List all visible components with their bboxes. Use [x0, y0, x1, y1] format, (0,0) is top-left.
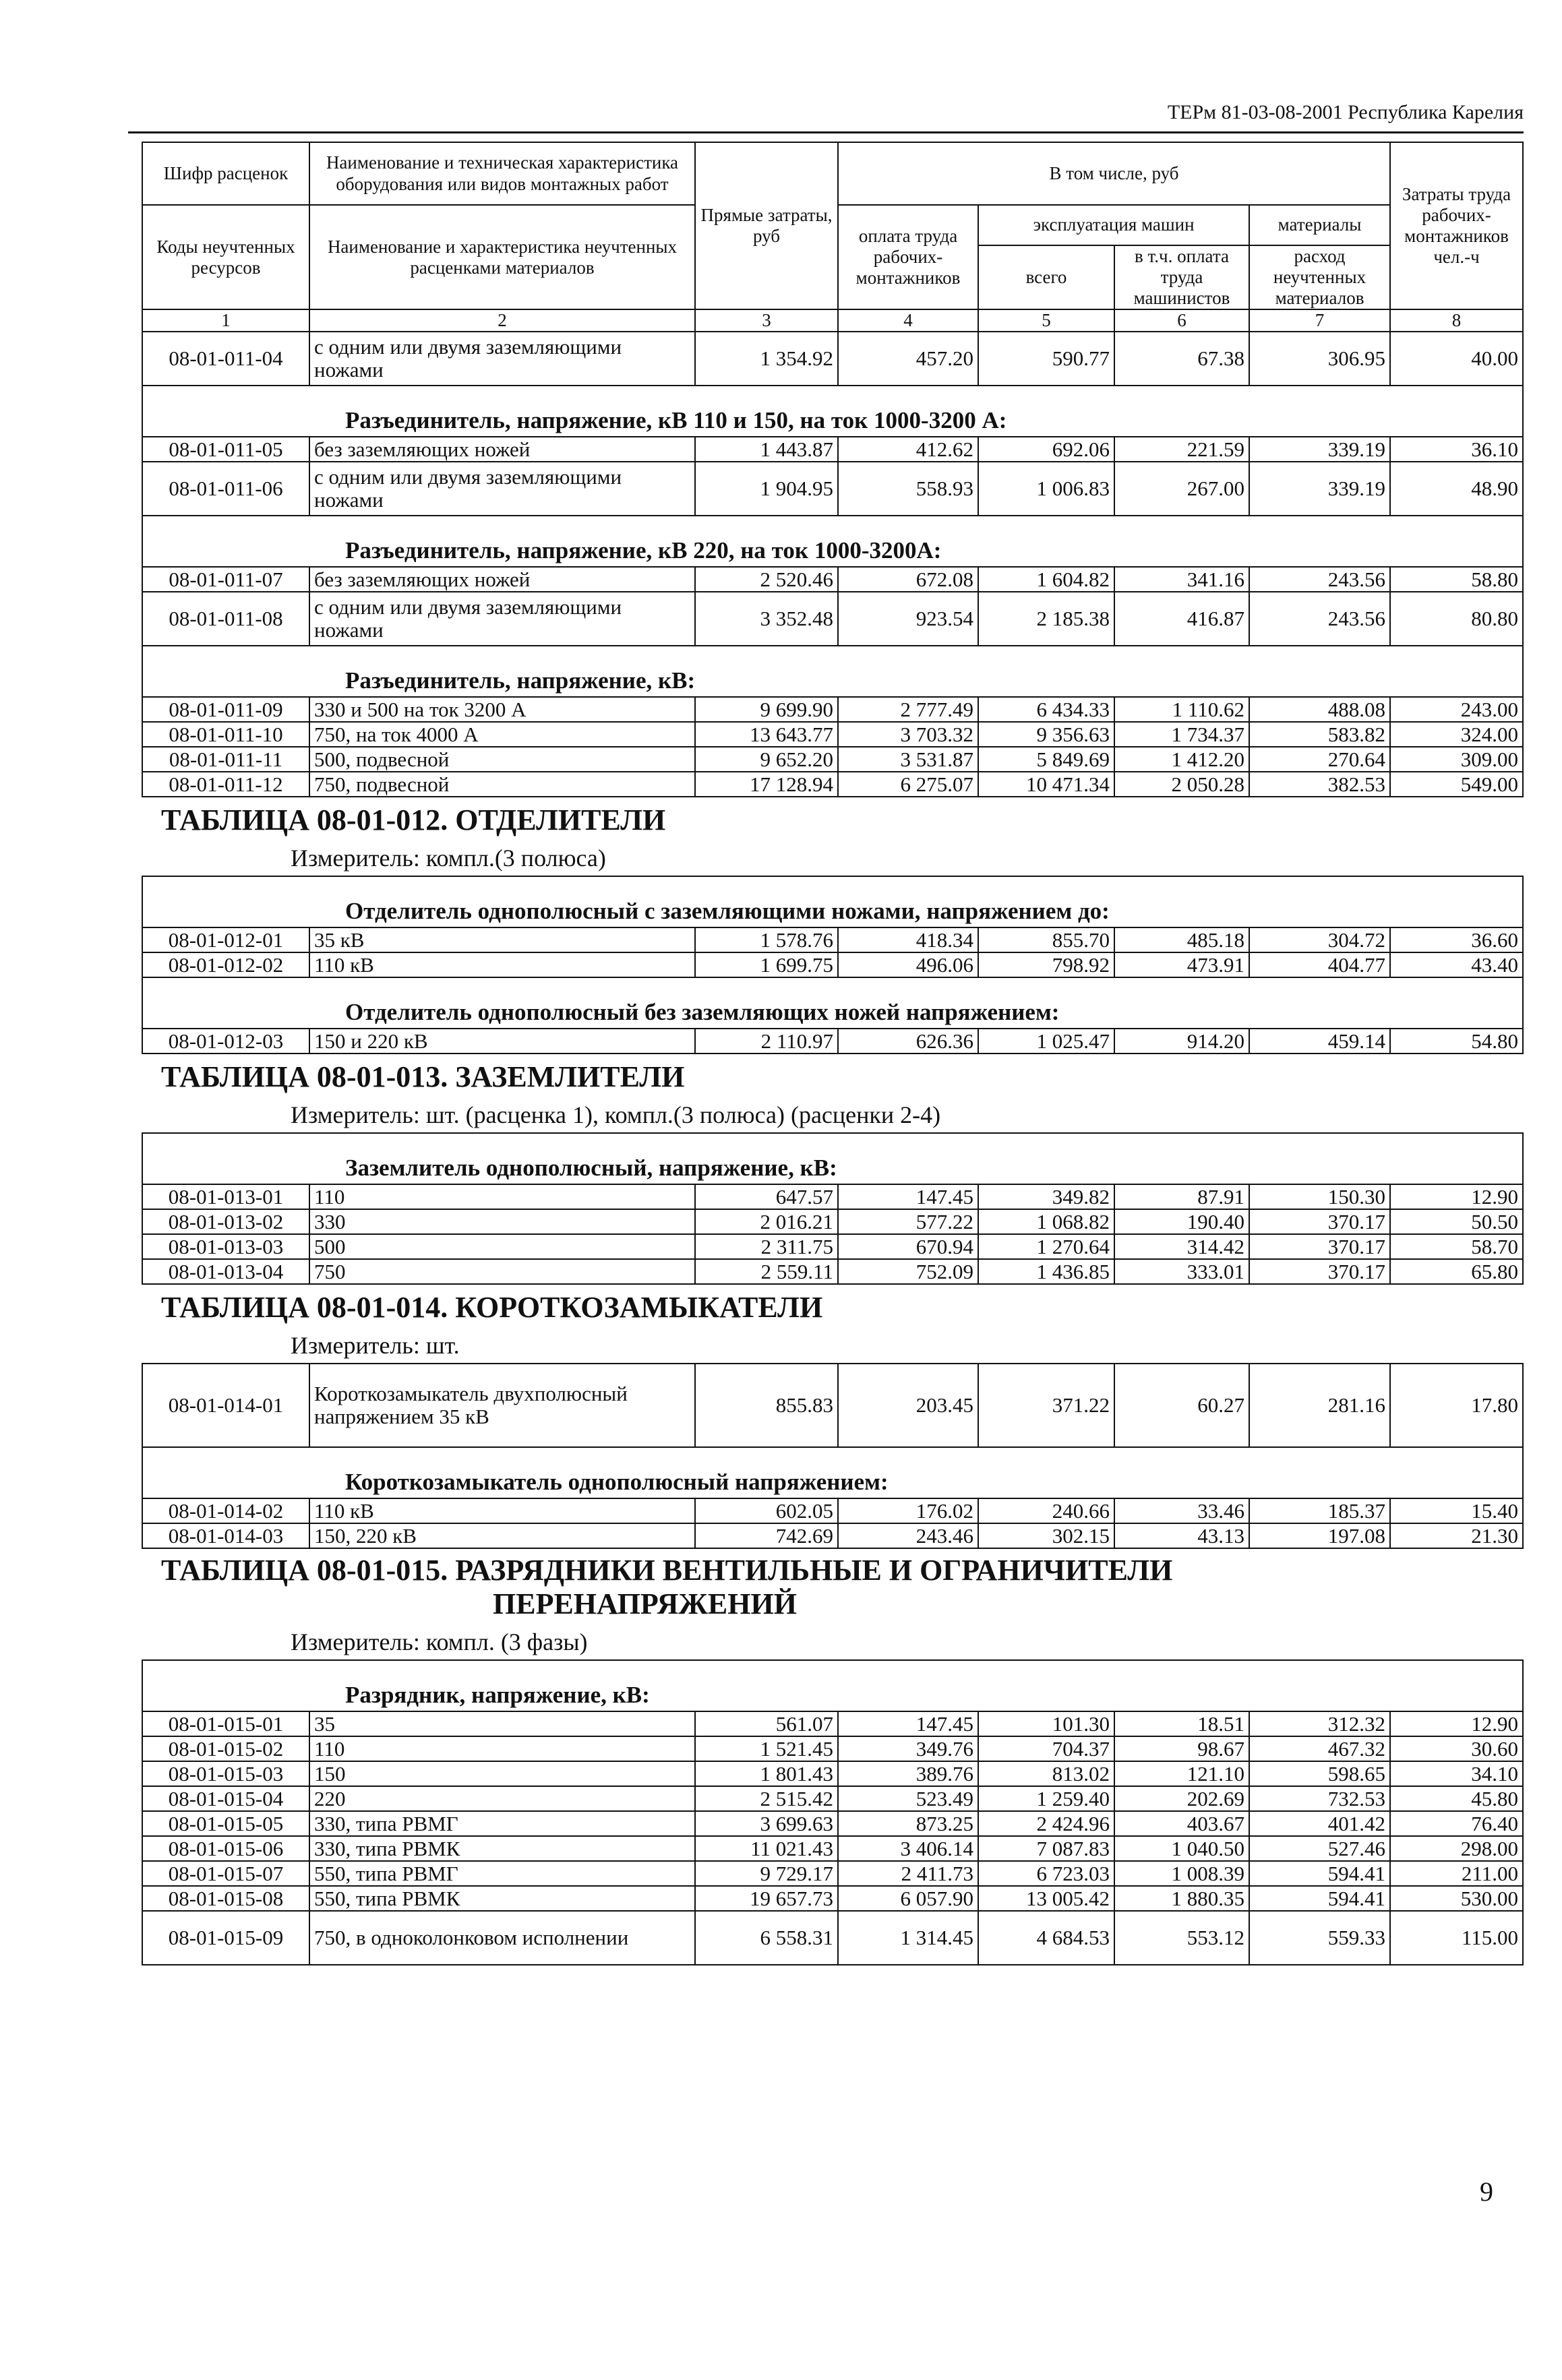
value-cell: 202.69 [1114, 1786, 1249, 1811]
measure-unit: Измеритель: компл.(3 полюса) [142, 836, 1523, 876]
header-kody: Коды неучтенных ресурсов [142, 205, 309, 309]
table-row [142, 1184, 1523, 1209]
table-title: ТАБЛИЦА 08-01-014. КОРОТКОЗАМЫКАТЕЛИ [161, 1290, 823, 1324]
value-cell: 176.02 [838, 1498, 978, 1523]
value-cell: 1 734.37 [1114, 722, 1249, 747]
value-cell: 3 703.32 [838, 722, 978, 747]
table-row [142, 1861, 1523, 1886]
value-cell: 1 110.62 [1114, 697, 1249, 722]
value-cell: 2 559.11 [695, 1259, 838, 1284]
work-description: 500 [309, 1234, 695, 1259]
value-cell: 211.00 [1390, 1861, 1523, 1886]
work-description: без заземляющих ножей [309, 567, 695, 592]
value-cell: 243.00 [1390, 697, 1523, 722]
value-cell: 1 006.83 [978, 462, 1114, 516]
rate-code: 08-01-011-09 [142, 697, 309, 722]
value-cell: 583.82 [1249, 722, 1390, 747]
table-row [142, 332, 1523, 386]
value-cell: 1 699.75 [695, 952, 838, 977]
value-cell: 9 652.20 [695, 747, 838, 772]
rate-code: 08-01-015-07 [142, 1861, 309, 1886]
value-cell: 3 352.48 [695, 592, 838, 646]
value-cell: 314.42 [1114, 1234, 1249, 1259]
value-cell: 561.07 [695, 1711, 838, 1736]
value-cell: 416.87 [1114, 592, 1249, 646]
value-cell: 312.32 [1249, 1711, 1390, 1736]
rate-code: 08-01-015-08 [142, 1886, 309, 1911]
value-cell: 1 880.35 [1114, 1886, 1249, 1911]
value-cell: 9 699.90 [695, 697, 838, 722]
work-description: 330, типа РВМГ [309, 1811, 695, 1836]
table-row [142, 1836, 1523, 1861]
value-cell: 401.42 [1249, 1811, 1390, 1836]
rate-code: 08-01-011-06 [142, 462, 309, 516]
value-cell: 752.09 [838, 1259, 978, 1284]
value-cell: 549.00 [1390, 772, 1523, 797]
value-cell: 60.27 [1114, 1364, 1249, 1447]
work-description: 750, в одноколонковом исполнении [309, 1911, 695, 1965]
work-description: 110 кВ [309, 1498, 695, 1523]
value-cell: 6 723.03 [978, 1861, 1114, 1886]
table-title: ТАБЛИЦА 08-01-013. ЗАЗЕМЛИТЕЛИ [161, 1060, 685, 1093]
rate-code: 08-01-011-10 [142, 722, 309, 747]
section-heading: Разъединитель, напряжение, кВ 220, на ток 1000-3200А: [142, 516, 1523, 567]
value-cell: 6 434.33 [978, 697, 1114, 722]
value-cell: 185.37 [1249, 1498, 1390, 1523]
rate-code: 08-01-014-01 [142, 1364, 309, 1447]
rate-code: 08-01-014-03 [142, 1523, 309, 1548]
value-cell: 2 424.96 [978, 1811, 1114, 1836]
rate-code: 08-01-012-02 [142, 952, 309, 977]
value-cell: 19 657.73 [695, 1886, 838, 1911]
rate-code: 08-01-015-04 [142, 1786, 309, 1811]
value-cell: 370.17 [1249, 1234, 1390, 1259]
work-description: 550, типа РВМК [309, 1886, 695, 1911]
rate-code: 08-01-011-05 [142, 437, 309, 462]
value-cell: 1 436.85 [978, 1259, 1114, 1284]
value-cell: 30.60 [1390, 1736, 1523, 1761]
rate-code: 08-01-014-02 [142, 1498, 309, 1523]
value-cell: 5 849.69 [978, 747, 1114, 772]
value-cell: 1 008.39 [1114, 1861, 1249, 1886]
work-description: с одним или двумя заземляющими ножами [309, 592, 695, 646]
value-cell: 389.76 [838, 1761, 978, 1786]
measure-unit: Измеритель: шт. (расценка 1), компл.(3 полюса) (расценки 2-4) [142, 1093, 1523, 1133]
value-cell: 418.34 [838, 927, 978, 952]
value-cell: 473.91 [1114, 952, 1249, 977]
work-description: 330, типа РВМК [309, 1836, 695, 1861]
value-cell: 341.16 [1114, 567, 1249, 592]
value-cell: 1 578.76 [695, 927, 838, 952]
value-cell: 324.00 [1390, 722, 1523, 747]
value-cell: 403.67 [1114, 1811, 1249, 1836]
measure-unit: Измеритель: компл. (3 фазы) [142, 1620, 1523, 1660]
value-cell: 496.06 [838, 952, 978, 977]
value-cell: 1 412.20 [1114, 747, 1249, 772]
work-description: 500, подвесной [309, 747, 695, 772]
column-number: 4 [838, 309, 978, 332]
value-cell: 115.00 [1390, 1911, 1523, 1965]
header-vt-oplata: в т.ч. оплата труда машинистов [1114, 245, 1249, 309]
value-cell: 485.18 [1114, 927, 1249, 952]
value-cell: 6 057.90 [838, 1886, 978, 1911]
value-cell: 43.40 [1390, 952, 1523, 977]
value-cell: 404.77 [1249, 952, 1390, 977]
section-heading: Короткозамыкатель однополюсный напряжением: [142, 1447, 1523, 1498]
value-cell: 1 025.47 [978, 1029, 1114, 1054]
work-description: 220 [309, 1786, 695, 1811]
value-cell: 6 558.31 [695, 1911, 838, 1965]
value-cell: 598.65 [1249, 1761, 1390, 1786]
table-row [142, 1811, 1523, 1836]
work-description: 150, 220 кВ [309, 1523, 695, 1548]
rate-code: 08-01-015-02 [142, 1736, 309, 1761]
table-row [142, 1498, 1523, 1523]
value-cell: 150.30 [1249, 1184, 1390, 1209]
section-heading: Разъединитель, напряжение, кВ 110 и 150, на ток 1000-3200 А: [142, 386, 1523, 437]
value-cell: 523.49 [838, 1786, 978, 1811]
value-cell: 467.32 [1249, 1736, 1390, 1761]
section-heading: Разрядник, напряжение, кВ: [142, 1660, 1523, 1711]
value-cell: 553.12 [1114, 1911, 1249, 1965]
header-pryamye: Прямые затраты, руб [695, 142, 838, 309]
value-cell: 1 443.87 [695, 437, 838, 462]
table-title-continued: ПЕРЕНАПРЯЖЕНИЙ [493, 1587, 797, 1620]
header-ekspl: эксплуатация машин [978, 205, 1249, 245]
work-description: 750, подвесной [309, 772, 695, 797]
value-cell: 349.76 [838, 1736, 978, 1761]
value-cell: 349.82 [978, 1184, 1114, 1209]
rate-code: 08-01-012-01 [142, 927, 309, 952]
value-cell: 7 087.83 [978, 1836, 1114, 1861]
value-cell: 147.45 [838, 1184, 978, 1209]
table-row [142, 1209, 1523, 1234]
header-zatraty: Затраты труда рабочих-монтажников чел.-ч [1390, 142, 1523, 309]
value-cell: 98.67 [1114, 1736, 1249, 1761]
value-cell: 40.00 [1390, 332, 1523, 386]
value-cell: 1 259.40 [978, 1786, 1114, 1811]
value-cell: 9 729.17 [695, 1861, 838, 1886]
value-cell: 17.80 [1390, 1364, 1523, 1447]
value-cell: 459.14 [1249, 1029, 1390, 1054]
value-cell: 855.70 [978, 927, 1114, 952]
value-cell: 36.60 [1390, 927, 1523, 952]
table-row [142, 1886, 1523, 1911]
work-description: 110 [309, 1736, 695, 1761]
value-cell: 2 110.97 [695, 1029, 838, 1054]
column-number: 1 [142, 309, 309, 332]
table-row [142, 1234, 1523, 1259]
value-cell: 43.13 [1114, 1523, 1249, 1548]
section-heading: Отделитель однополюсный с заземляющими ножами, напряжением до: [142, 876, 1523, 927]
rate-code: 08-01-015-09 [142, 1911, 309, 1965]
value-cell: 1 521.45 [695, 1736, 838, 1761]
value-cell: 9 356.63 [978, 722, 1114, 747]
value-cell: 65.80 [1390, 1259, 1523, 1284]
value-cell: 34.10 [1390, 1761, 1523, 1786]
value-cell: 281.16 [1249, 1364, 1390, 1447]
value-cell: 54.80 [1390, 1029, 1523, 1054]
value-cell: 306.95 [1249, 332, 1390, 386]
value-cell: 87.91 [1114, 1184, 1249, 1209]
value-cell: 704.37 [978, 1736, 1114, 1761]
price-table [142, 142, 1524, 1965]
value-cell: 333.01 [1114, 1259, 1249, 1284]
work-description: 330 и 500 на ток 3200 А [309, 697, 695, 722]
rate-code: 08-01-011-04 [142, 332, 309, 386]
value-cell: 530.00 [1390, 1886, 1523, 1911]
value-cell: 594.41 [1249, 1886, 1390, 1911]
value-cell: 147.45 [838, 1711, 978, 1736]
table-row [142, 722, 1523, 747]
value-cell: 58.70 [1390, 1234, 1523, 1259]
value-cell: 692.06 [978, 437, 1114, 462]
table-row [142, 747, 1523, 772]
column-number: 8 [1390, 309, 1523, 332]
table-row [142, 1736, 1523, 1761]
value-cell: 3 531.87 [838, 747, 978, 772]
work-description: 750, на ток 4000 А [309, 722, 695, 747]
column-number: 7 [1249, 309, 1390, 332]
value-cell: 488.08 [1249, 697, 1390, 722]
column-number: 5 [978, 309, 1114, 332]
value-cell: 1 068.82 [978, 1209, 1114, 1234]
value-cell: 670.94 [838, 1234, 978, 1259]
value-cell: 371.22 [978, 1364, 1114, 1447]
table-row [142, 952, 1523, 977]
rate-code: 08-01-013-01 [142, 1184, 309, 1209]
header-naim: Наименование и техническая характеристика оборудования или видов монтажных работ [309, 142, 695, 205]
table-row [142, 772, 1523, 797]
work-description: без заземляющих ножей [309, 437, 695, 462]
value-cell: 203.45 [838, 1364, 978, 1447]
value-cell: 1 270.64 [978, 1234, 1114, 1259]
table-row [142, 1029, 1523, 1054]
value-cell: 457.20 [838, 332, 978, 386]
header-naim2: Наименование и характеристика неучтенных расценками материалов [309, 205, 695, 309]
rate-code: 08-01-011-11 [142, 747, 309, 772]
work-description: 150 и 220 кВ [309, 1029, 695, 1054]
rate-code: 08-01-015-06 [142, 1836, 309, 1861]
value-cell: 626.36 [838, 1029, 978, 1054]
value-cell: 370.17 [1249, 1209, 1390, 1234]
rate-code: 08-01-013-04 [142, 1259, 309, 1284]
table-row [142, 1761, 1523, 1786]
column-number: 3 [695, 309, 838, 332]
value-cell: 270.64 [1249, 747, 1390, 772]
value-cell: 577.22 [838, 1209, 978, 1234]
value-cell: 2 311.75 [695, 1234, 838, 1259]
table-title: ТАБЛИЦА 08-01-012. ОТДЕЛИТЕЛИ [161, 803, 666, 836]
table-row [142, 1364, 1523, 1447]
rate-code: 08-01-011-08 [142, 592, 309, 646]
work-description: 35 [309, 1711, 695, 1736]
value-cell: 12.90 [1390, 1184, 1523, 1209]
section-heading: Заземлитель однополюсный, напряжение, кВ: [142, 1133, 1523, 1184]
value-cell: 2 050.28 [1114, 772, 1249, 797]
page-number: 9 [1480, 2176, 1493, 2207]
table-row [142, 462, 1523, 516]
table-row [142, 1259, 1523, 1284]
value-cell: 240.66 [978, 1498, 1114, 1523]
value-cell: 590.77 [978, 332, 1114, 386]
work-description: 110 [309, 1184, 695, 1209]
work-description: Короткозамыкатель двухполюсный напряжением 35 кВ [309, 1364, 695, 1447]
table-row [142, 1711, 1523, 1736]
value-cell: 602.05 [695, 1498, 838, 1523]
value-cell: 558.93 [838, 462, 978, 516]
value-cell: 672.08 [838, 567, 978, 592]
value-cell: 17 128.94 [695, 772, 838, 797]
value-cell: 813.02 [978, 1761, 1114, 1786]
value-cell: 6 275.07 [838, 772, 978, 797]
header-vsego: всего [978, 245, 1114, 309]
table-row [142, 927, 1523, 952]
value-cell: 67.38 [1114, 332, 1249, 386]
work-description: 550, типа РВМГ [309, 1861, 695, 1886]
value-cell: 50.50 [1390, 1209, 1523, 1234]
rate-code: 08-01-012-03 [142, 1029, 309, 1054]
rate-code: 08-01-015-05 [142, 1811, 309, 1836]
value-cell: 298.00 [1390, 1836, 1523, 1861]
value-cell: 412.62 [838, 437, 978, 462]
table-header [142, 142, 1523, 332]
rate-code: 08-01-013-03 [142, 1234, 309, 1259]
value-cell: 197.08 [1249, 1523, 1390, 1548]
value-cell: 1 604.82 [978, 567, 1114, 592]
document-reference: ТЕРм 81-03-08-2001 Республика Карелия [1167, 101, 1524, 123]
value-cell: 1 354.92 [695, 332, 838, 386]
rate-code: 08-01-015-01 [142, 1711, 309, 1736]
header-rashod: расход неучтенных материалов [1249, 245, 1390, 309]
value-cell: 18.51 [1114, 1711, 1249, 1736]
value-cell: 559.33 [1249, 1911, 1390, 1965]
table-row [142, 1786, 1523, 1811]
value-cell: 923.54 [838, 592, 978, 646]
table-row [142, 592, 1523, 646]
value-cell: 190.40 [1114, 1209, 1249, 1234]
table-row [142, 437, 1523, 462]
work-description: с одним или двумя заземляющими ножами [309, 462, 695, 516]
value-cell: 243.56 [1249, 592, 1390, 646]
value-cell: 304.72 [1249, 927, 1390, 952]
value-cell: 121.10 [1114, 1761, 1249, 1786]
rate-code: 08-01-015-03 [142, 1761, 309, 1786]
value-cell: 914.20 [1114, 1029, 1249, 1054]
value-cell: 2 520.46 [695, 567, 838, 592]
value-cell: 370.17 [1249, 1259, 1390, 1284]
rate-code: 08-01-013-02 [142, 1209, 309, 1234]
value-cell: 527.46 [1249, 1836, 1390, 1861]
value-cell: 855.83 [695, 1364, 838, 1447]
value-cell: 4 684.53 [978, 1911, 1114, 1965]
value-cell: 309.00 [1390, 747, 1523, 772]
column-number: 2 [309, 309, 695, 332]
value-cell: 2 515.42 [695, 1786, 838, 1811]
value-cell: 15.40 [1390, 1498, 1523, 1523]
section-heading: Отделитель однополюсный без заземляющих ножей напряжением: [142, 977, 1523, 1029]
work-description: 35 кВ [309, 927, 695, 952]
value-cell: 798.92 [978, 952, 1114, 977]
value-cell: 2 185.38 [978, 592, 1114, 646]
value-cell: 80.80 [1390, 592, 1523, 646]
value-cell: 11 021.43 [695, 1836, 838, 1861]
value-cell: 3 699.63 [695, 1811, 838, 1836]
table-title: ТАБЛИЦА 08-01-015. РАЗРЯДНИКИ ВЕНТИЛЬНЫЕ И ОГРАНИЧИТЕЛИ [161, 1553, 1173, 1587]
value-cell: 732.53 [1249, 1786, 1390, 1811]
document-header [128, 101, 1524, 133]
value-cell: 13 643.77 [695, 722, 838, 747]
value-cell: 647.57 [695, 1184, 838, 1209]
value-cell: 1 040.50 [1114, 1836, 1249, 1861]
value-cell: 339.19 [1249, 437, 1390, 462]
value-cell: 339.19 [1249, 462, 1390, 516]
value-cell: 243.46 [838, 1523, 978, 1548]
value-cell: 36.10 [1390, 437, 1523, 462]
work-description: 110 кВ [309, 952, 695, 977]
value-cell: 243.56 [1249, 567, 1390, 592]
section-heading: Разъединитель, напряжение, кВ: [142, 646, 1523, 697]
header-oplata: оплата труда рабочих-монтажников [838, 205, 978, 309]
table-row [142, 697, 1523, 722]
value-cell: 33.46 [1114, 1498, 1249, 1523]
value-cell: 21.30 [1390, 1523, 1523, 1548]
measure-unit: Измеритель: шт. [291, 1331, 460, 1359]
value-cell: 101.30 [978, 1711, 1114, 1736]
value-cell: 742.69 [695, 1523, 838, 1548]
value-cell: 302.15 [978, 1523, 1114, 1548]
work-description: 330 [309, 1209, 695, 1234]
value-cell: 12.90 [1390, 1711, 1523, 1736]
header-materialy: материалы [1249, 205, 1390, 245]
value-cell: 1 904.95 [695, 462, 838, 516]
value-cell: 1 801.43 [695, 1761, 838, 1786]
column-number: 6 [1114, 309, 1249, 332]
value-cell: 3 406.14 [838, 1836, 978, 1861]
value-cell: 267.00 [1114, 462, 1249, 516]
value-cell: 48.90 [1390, 462, 1523, 516]
value-cell: 221.59 [1114, 437, 1249, 462]
work-description: 150 [309, 1761, 695, 1786]
rate-code: 08-01-011-12 [142, 772, 309, 797]
value-cell: 58.80 [1390, 567, 1523, 592]
table-row [142, 567, 1523, 592]
value-cell: 10 471.34 [978, 772, 1114, 797]
work-description: 750 [309, 1259, 695, 1284]
header-shifr: Шифр расценок [142, 142, 309, 205]
table-row [142, 1523, 1523, 1548]
table-row [142, 1911, 1523, 1965]
value-cell: 382.53 [1249, 772, 1390, 797]
value-cell: 2 777.49 [838, 697, 978, 722]
value-cell: 873.25 [838, 1811, 978, 1836]
work-description: с одним или двумя заземляющими ножами [309, 332, 695, 386]
header-v-tom-chisle: В том числе, руб [838, 142, 1390, 205]
value-cell: 13 005.42 [978, 1886, 1114, 1911]
value-cell: 45.80 [1390, 1786, 1523, 1811]
value-cell: 2 016.21 [695, 1209, 838, 1234]
value-cell: 1 314.45 [838, 1911, 978, 1965]
value-cell: 2 411.73 [838, 1861, 978, 1886]
rate-code: 08-01-011-07 [142, 567, 309, 592]
value-cell: 76.40 [1390, 1811, 1523, 1836]
value-cell: 594.41 [1249, 1861, 1390, 1886]
